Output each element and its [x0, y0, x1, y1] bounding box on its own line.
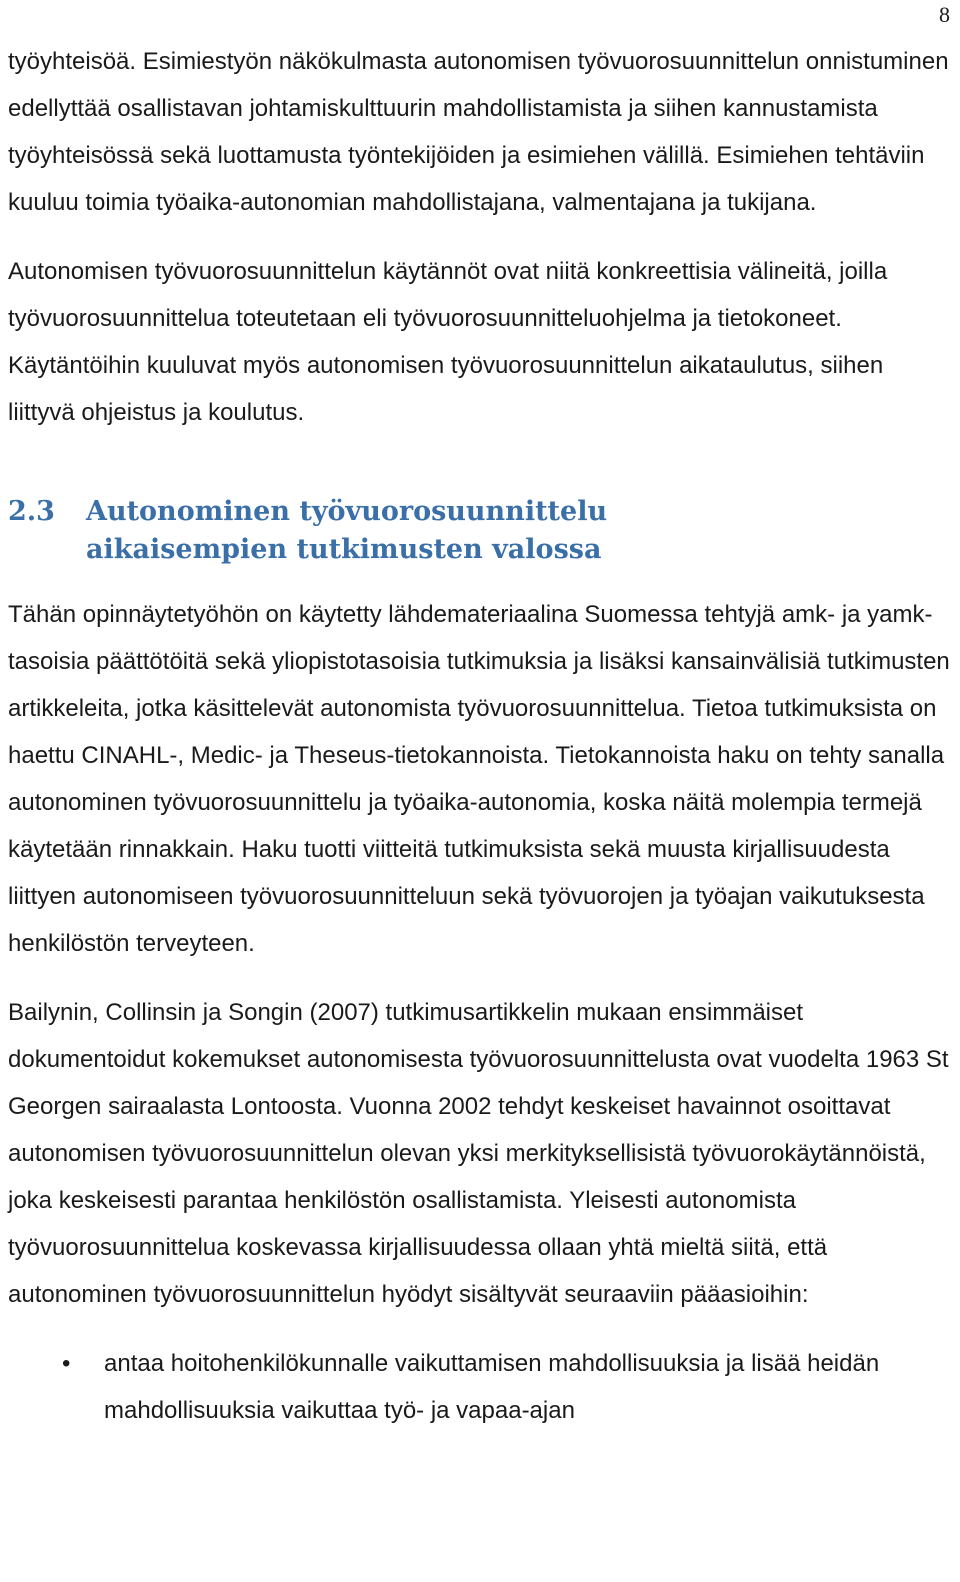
paragraph: Tähän opinnäytetyöhön on käytetty lähdemateriaalina Suomessa tehtyjä amk- ja yamk-tasoisia päättötöitä sekä yliopistotasoisia tutkimuksia ja lisäksi kansainvälisiä tutkimusten artikkeleita, jotka käsittelevät autonomista työvuorosuunnittelua. Tietoa tutkimuksista on haettu CINAHL-, Medic- ja Theseus-tietokannoista. Tietokannoista haku on tehty sanalla autonominen työvuorosuunnittelu ja työaika-autonomia, koska näitä molempia termejä käytetään rinnakkain. Haku tuotti viitteitä tutkimuksista sekä muusta kirjallisuudesta liittyen autonomiseen työvuorosuunnitteluun sekä työvuorojen ja työajan vaikutuksesta henkilöstön terveyteen. [8, 601, 950, 957]
section-title: Autonominen työvuorosuunnittelu aikaisempien tutkimusten valossa [86, 496, 608, 565]
paragraph: Bailynin, Collinsin ja Songin (2007) tutkimusartikkelin mukaan ensimmäiset dokumentoidut kokemukset autonomisesta työvuorosuunnittelusta ovat vuodelta 1963 St Georgen sairaalasta Lontoosta. Vuonna 2002 tehdyt keskeiset havainnot osoittavat autonomisen työvuorosuunnittelun olevan yksi merkityksellisistä työvuorokäytännöistä, joka keskeisesti parantaa henkilöstön osallistamista. Yleisesti autonomista työvuorosuunnittelua koskevassa kirjallisuudessa ollaan yhtä mieltä siitä, että autonominen työvuorosuunnittelun hyödyt sisältyvät seuraaviin pääasioihin: [8, 999, 949, 1308]
page-number: 8 [939, 2, 950, 27]
list-item-text: antaa hoitohenkilökunnalle vaikuttamisen mahdollisuuksia ja lisää heidän mahdollisuuksia vaikuttaa työ- ja vapaa-ajan [104, 1350, 880, 1424]
paragraph: työyhteisöä. Esimiestyön näkökulmasta autonomisen työvuorosuunnittelun onnistuminen edellyttää osallistavan johtamiskulttuurin mahdollistamista ja siihen kannustamista työyhteisössä sekä luottamusta työntekijöiden ja esimiehen välillä. Esimiehen tehtäviin kuuluu toimia työaika-autonomian mahdollistajana, valmentajana ja tukijana. [8, 48, 949, 216]
bullet-icon: • [62, 1350, 71, 1377]
document-body [8, 38, 953, 1434]
list-item [8, 1340, 953, 1434]
bullet-list [8, 1340, 953, 1434]
section-number: 2.3 [8, 496, 55, 527]
section-heading [8, 493, 953, 569]
paragraph: Autonomisen työvuorosuunnittelun käytännöt ovat niitä konkreettisia välineitä, joilla työvuorosuunnittelua toteutetaan eli työvuorosuunnitteluohjelma ja tietokoneet. Käytäntöihin kuuluvat myös autonomisen työvuorosuunnittelun aikataulutus, siihen liittyvä ohjeistus ja koulutus. [8, 258, 888, 426]
